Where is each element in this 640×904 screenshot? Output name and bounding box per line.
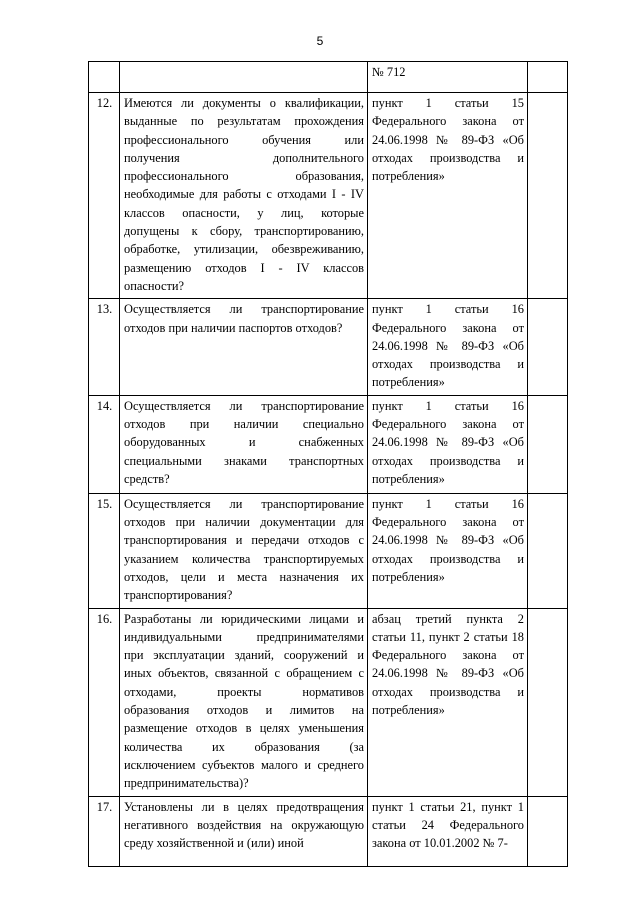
question-cell <box>120 493 368 608</box>
question-line: оборудованных и снабженных <box>124 435 364 450</box>
table-row <box>89 93 568 299</box>
note-cell <box>528 62 568 93</box>
table-row <box>89 299 568 395</box>
question-line: предпринимательства)? <box>124 776 249 791</box>
reference-line: Федерального закона от <box>372 648 524 663</box>
reference-line: пункт 1 статьи 16 <box>372 496 524 511</box>
note-cell <box>528 796 568 866</box>
reference-line: 24.06.1998 № 89-ФЗ «Об <box>372 435 524 450</box>
question-line: среду хозяйственной и (или) иной <box>124 836 304 851</box>
table-row <box>89 395 568 493</box>
requirements-table <box>88 61 568 867</box>
row-number-cell: 17. <box>89 796 120 866</box>
reference-line: отходах производства и <box>372 551 524 566</box>
question-cell <box>120 395 368 493</box>
reference-line: абзац третий пункта 2 <box>372 611 524 626</box>
question-line: Имеются ли документы о квалификации, <box>124 96 364 110</box>
page-number: 5 <box>316 34 324 48</box>
question-line: иных объектов, связанной с обращением с <box>124 666 364 681</box>
reference-line: 24.06.1998 № 89-ФЗ «Об <box>372 666 524 681</box>
question-cell <box>120 62 368 93</box>
table-row <box>89 493 568 608</box>
reference-cell <box>368 493 528 608</box>
table-row <box>89 608 568 796</box>
question-line: отходов при наличии паспортов отходов? <box>124 320 343 335</box>
question-line: размещение отходов в целях уменьшения <box>124 721 364 736</box>
question-line: при эксплуатации зданий, сооружений и <box>124 648 364 663</box>
question-cell <box>120 796 368 866</box>
row-number-cell: 14. <box>89 395 120 493</box>
question-line: средств? <box>124 471 170 486</box>
question-cell <box>120 93 368 299</box>
question-line: исключением субъектов малого и среднего <box>124 757 364 772</box>
reference-line: статьи 11, пункт 2 статьи 18 <box>372 629 524 644</box>
reference-cell <box>368 796 528 866</box>
reference-cell <box>368 62 528 93</box>
reference-cell <box>368 93 528 299</box>
question-line: Установлены ли в целях предотвращения <box>124 799 364 814</box>
question-line: отходами, проекты нормативов <box>124 684 364 699</box>
question-line: отходов, цели и места назначения их <box>124 569 364 584</box>
question-line: Осуществляется ли транспортирование <box>124 398 364 413</box>
question-line: опасности? <box>124 278 185 293</box>
question-line: указанием количества транспортируемых <box>124 551 364 566</box>
question-line: размещению отходов I - IV классов <box>124 260 364 275</box>
question-line: профессионального образования, <box>124 169 364 184</box>
question-cell <box>120 608 368 796</box>
note-cell <box>528 93 568 299</box>
question-line: образования отходов и лимитов на <box>124 703 364 718</box>
note-cell <box>528 493 568 608</box>
reference-line: потребления» <box>372 169 445 184</box>
reference-line: потребления» <box>372 703 445 718</box>
question-line: Осуществляется ли транспортирование <box>124 302 364 317</box>
row-number-cell: 16. <box>89 608 120 796</box>
note-cell <box>528 299 568 395</box>
question-line: классов опасности, у лиц, которые <box>124 205 364 220</box>
question-line: отходов при наличии специально <box>124 417 364 432</box>
reference-line: № 712 <box>372 65 406 79</box>
question-cell <box>120 299 368 395</box>
reference-line: потребления» <box>372 569 445 584</box>
reference-cell <box>368 299 528 395</box>
reference-line: потребления» <box>372 375 445 390</box>
reference-line: Федерального закона от <box>372 114 524 129</box>
reference-line: Федерального закона от <box>372 320 524 335</box>
question-line: профессионального обучения или <box>124 132 364 147</box>
reference-line: отходах производства и <box>372 684 524 699</box>
row-number-cell <box>89 62 120 93</box>
reference-line: 24.06.1998 № 89-ФЗ «Об <box>372 132 524 147</box>
reference-line: Федерального закона от <box>372 515 524 530</box>
row-number-cell: 15. <box>89 493 120 608</box>
question-line: транспортирования? <box>124 588 233 603</box>
note-cell <box>528 395 568 493</box>
reference-line: отходах производства и <box>372 453 524 468</box>
table-row-continuation <box>89 62 568 93</box>
question-line: специальными знаками транспортных <box>124 453 364 468</box>
question-line: необходимые для работы с отходами I - IV <box>124 187 364 202</box>
reference-line: пункт 1 статьи 16 <box>372 398 524 413</box>
question-line: допущены к сбору, транспортированию, <box>124 224 364 239</box>
reference-line: 24.06.1998 № 89-ФЗ «Об <box>372 338 524 353</box>
reference-line: пункт 1 статьи 16 <box>372 302 524 317</box>
question-line: выданные по результатам прохождения <box>124 114 364 129</box>
question-line: негативного воздействия на окружающую <box>124 817 364 832</box>
question-line: количества их образования (за <box>124 739 364 754</box>
question-line: получения дополнительного <box>124 150 364 165</box>
reference-cell <box>368 608 528 796</box>
reference-line: статьи 24 Федерального <box>372 817 524 832</box>
table-row <box>89 796 568 866</box>
reference-cell <box>368 395 528 493</box>
question-line: обработке, утилизации, обезвреживанию, <box>124 242 364 257</box>
reference-line: пункт 1 статьи 15 <box>372 96 524 110</box>
reference-line: 24.06.1998 № 89-ФЗ «Об <box>372 533 524 548</box>
question-line: отходов при наличии документации для <box>124 515 364 530</box>
reference-line: Федерального закона от <box>372 417 524 432</box>
reference-line: потребления» <box>372 471 445 486</box>
question-line: индивидуальными предпринимателями <box>124 629 364 644</box>
reference-line: отходах производства и <box>372 150 524 165</box>
reference-line: пункт 1 статьи 21, пункт 1 <box>372 799 524 814</box>
note-cell <box>528 608 568 796</box>
question-line: Разработаны ли юридическими лицами и <box>124 611 364 626</box>
row-number-cell: 12. <box>89 93 120 299</box>
reference-line: закона от 10.01.2002 № 7- <box>372 836 508 851</box>
row-number-cell: 13. <box>89 299 120 395</box>
question-line: Осуществляется ли транспортирование <box>124 496 364 511</box>
question-line: транспортирования и передачи отходов с <box>124 533 364 548</box>
reference-line: отходах производства и <box>372 357 524 372</box>
